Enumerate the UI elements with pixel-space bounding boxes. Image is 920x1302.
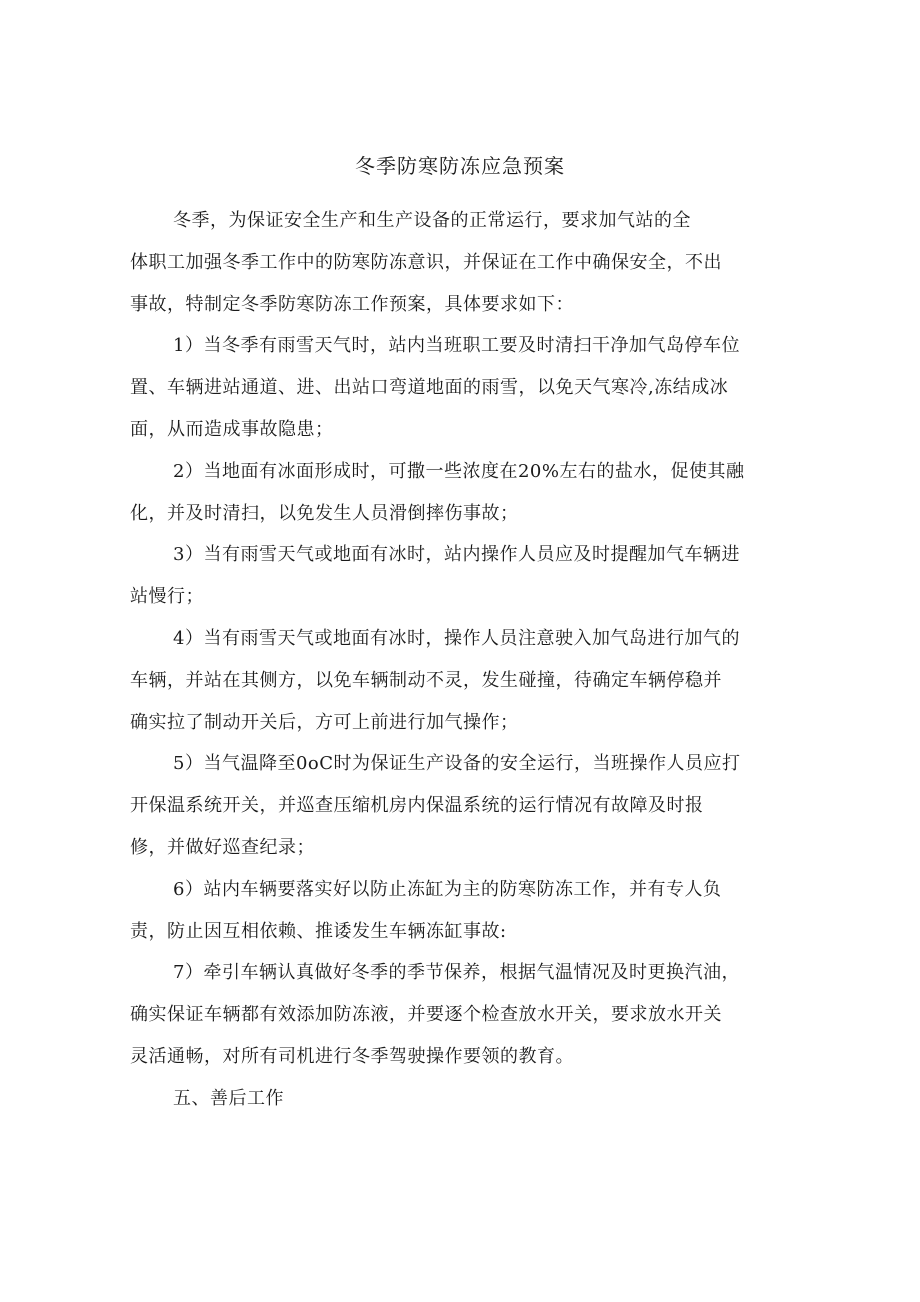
item-4-line: 确实拉了制动开关后，方可上前进行加气操作； — [130, 711, 519, 733]
item-7-line: 灵活通畅，对所有司机进行冬季驾驶操作要领的教育。 — [130, 1045, 574, 1067]
item-2-line: 化，并及时清扫，以免发生人员滑倒摔伤事故； — [130, 502, 519, 524]
item-4-line: 车辆，并站在其侧方，以免车辆制动不灵，发生碰撞，待确定车辆停稳并 — [130, 669, 722, 691]
document-title: 冬季防寒防冻应急预案 — [355, 154, 565, 178]
document-body — [130, 200, 798, 1120]
item-7-line: 7）牵引车辆认真做好冬季的季节保养，根据气温情况及时更换汽油， — [173, 962, 740, 984]
item-7-line: 确实保证车辆都有效添加防冻液，并要逐个检查放水开关，要求放水开关 — [130, 1004, 722, 1026]
item-1-line: 面，从而造成事故隐患； — [130, 418, 334, 440]
item-6-line: 6）站内车辆要落实好以防止冻缸为主的防寒防冻工作，并有专人负 — [173, 878, 722, 900]
item-3-line: 3）当有雨雪天气或地面有冰时，站内操作人员应及时提醒加气车辆进 — [173, 544, 740, 566]
paragraph-intro-line: 事故，特制定冬季防寒防冻工作预案，具体要求如下： — [130, 293, 574, 315]
item-1-line: 1）当冬季有雨雪天气时，站内当班职工要及时清扫干净加气岛停车位 — [173, 335, 740, 357]
item-6-line: 责，防止因互相依赖、推诿发生车辆冻缸事故: — [130, 920, 507, 942]
section-heading: 五、善后工作 — [173, 1087, 284, 1109]
paragraph-intro-line: 冬季，为保证安全生产和生产设备的正常运行，要求加气站的全 — [173, 210, 691, 231]
paragraph-intro-line: 体职工加强冬季工作中的防寒防冻意识，并保证在工作中确保安全，不出 — [130, 251, 722, 273]
item-3-line: 站慢行； — [130, 586, 204, 608]
item-5-line: 开保温系统开关，并巡查压缩机房内保温系统的运行情况有故障及时报 — [130, 795, 704, 817]
item-5-line: 5）当气温降至0oC时为保证生产设备的安全运行，当班操作人员应打 — [173, 753, 741, 775]
item-5-line: 修，并做好巡查纪录； — [130, 836, 315, 858]
item-2-line: 2）当地面有冰面形成时，可撒一些浓度在20%左右的盐水，促使其融 — [173, 460, 745, 482]
item-4-line: 4）当有雨雪天气或地面有冰时，操作人员注意驶入加气岛进行加气的 — [173, 627, 740, 649]
item-1-line: 置、车辆进站通道、进、出站口弯道地面的雨雪，以免天气寒冷,冻结成冰 — [130, 377, 729, 399]
